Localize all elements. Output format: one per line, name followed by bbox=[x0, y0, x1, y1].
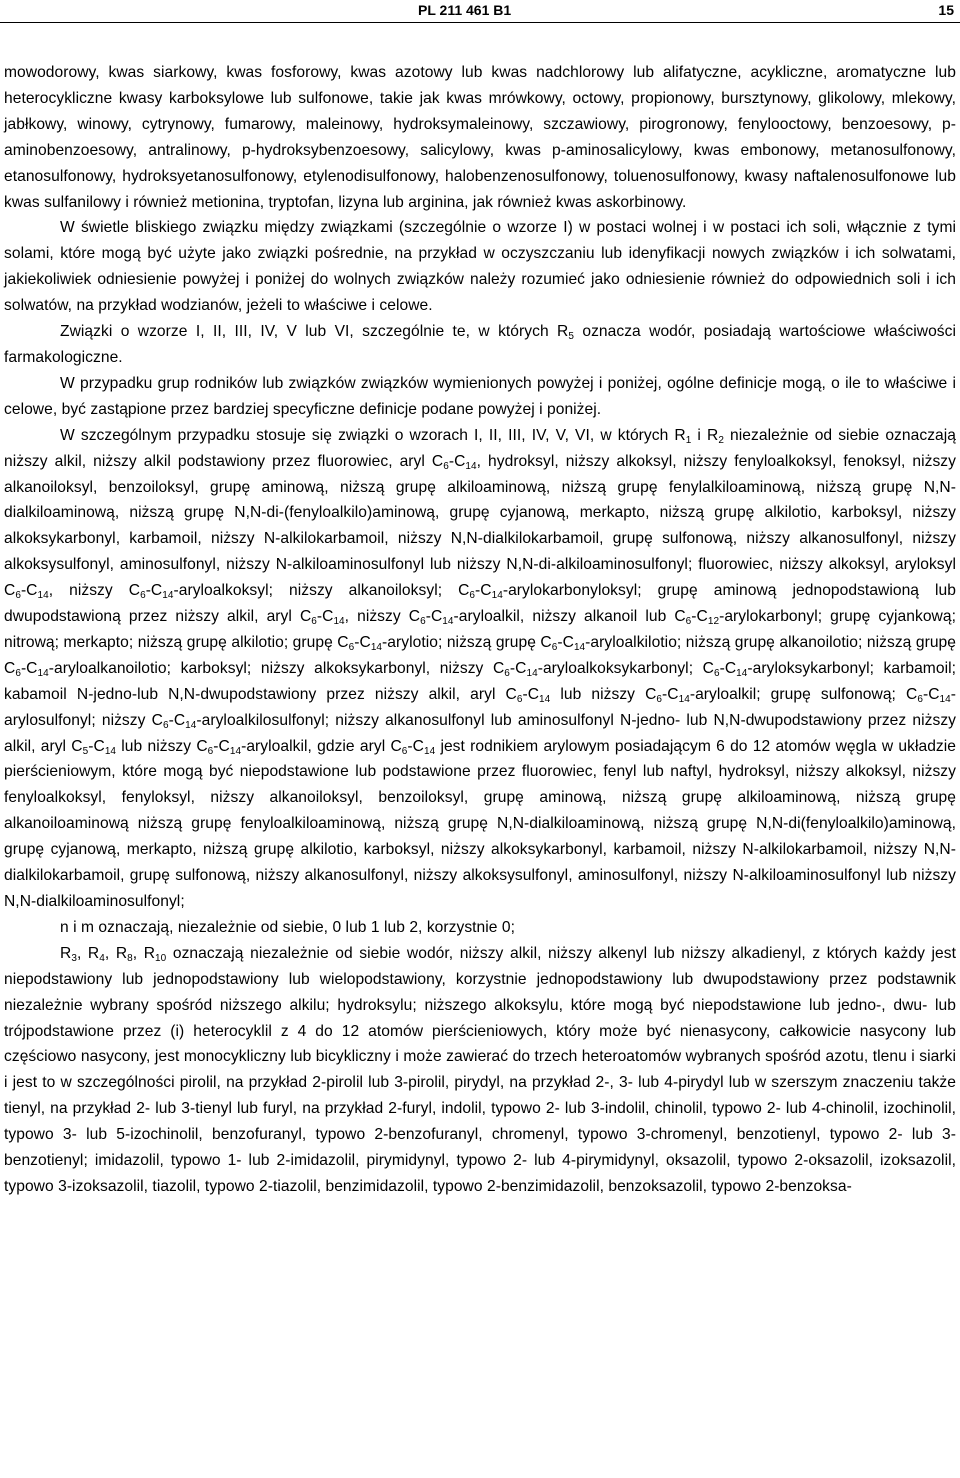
text-run: -C bbox=[316, 608, 334, 626]
text-run: W świetle bliskiego związku między związkami (szczególnie o wzorze I) w postaci wolnej i w postaci ich soli, włącznie z tymi solami, które mogą być użyte jako związki pośrednie, na przykład w oczyszczaniu lub idenyfikacji nowych związków i ich solwatami, jakiekoliwiek odniesienie powyżej i poniżej do wolnych związków należy rozumieć jako odniesienie również do odpowiednich soli i ich solwatów, na przykład wodzianów, jeżeli to właściwe i celowe. bbox=[4, 219, 956, 315]
subscript: 6 bbox=[420, 616, 426, 628]
subscript: 14 bbox=[104, 745, 117, 757]
subscript: 14 bbox=[442, 616, 454, 628]
subscript: 6 bbox=[162, 719, 169, 731]
subscript: 1 bbox=[685, 434, 692, 446]
text-run: -C bbox=[557, 633, 574, 651]
subscript: 6 bbox=[15, 667, 21, 679]
text-run: -C bbox=[509, 659, 527, 677]
text-run: -aryloalkil; grupę sulfonową; C bbox=[689, 685, 918, 703]
text-run: -aryloalkil, niższy alkanoil lub C bbox=[453, 608, 686, 626]
text-run: -arylokarbonyl; grupę cyjankową; nitrową; merkapto; niższą grupę alkilotio; grupę C bbox=[4, 608, 956, 651]
text-run: -arylokarbonyloksyl; grupę aminową jednopodstawioną lub dwupodstawioną przez niższy alkil, aryl C bbox=[4, 582, 956, 626]
text-run: , niższy C bbox=[344, 608, 421, 626]
text-run: lub niższy C bbox=[116, 737, 208, 755]
subscript: 14 bbox=[491, 590, 503, 602]
subscript: 14 bbox=[423, 745, 436, 757]
subscript: 6 bbox=[551, 641, 558, 653]
subscript: 5 bbox=[568, 331, 574, 343]
text-run: -C bbox=[20, 582, 38, 600]
text-run: -aryloalkanoilotio; karboksyl; niższy alkoksykarbonyl, niższy C bbox=[48, 659, 505, 677]
subscript: 14 bbox=[162, 590, 174, 602]
text-run: -C bbox=[88, 737, 105, 755]
paragraph bbox=[4, 915, 956, 941]
subscript: 14 bbox=[939, 693, 951, 705]
paragraph bbox=[4, 371, 956, 423]
text-run: -aryloalkil, gdzie aryl C bbox=[241, 737, 402, 755]
paragraph bbox=[4, 215, 956, 319]
text-run: , R bbox=[76, 944, 100, 962]
text-run: mowodorowy, kwas siarkowy, kwas fosforowy, kwas azotowy lub kwas nadchlorowy lub alifatyczne, acykliczne, aromatyczne lub heterocykliczne kwasy karboksylowe lub sulfonowe, takie jak kwas mrówkowy, octowy, propionowy, bursztynowy, glikolowy, mlekowy, jabłkowy, winowy, cytrynowy, fumarowy, maleinowy, hydroksymaleinowy, szczawiowy, pirogronowy, fenylooctowy, benzoesowy, p-aminobenzoesowy, antralinowy, p-hydroksybenzoesowy, salicylowy, kwas p-aminosalicylowy, kwas embonowy, metanosulfonowy, etanosulfonowy, hydroksyetanosulfonowy, etylenodisulfonowy, halobenzenosulfonowy, toluenosulfonowy, kwasy naftalenosulfonowe lub kwas sulfanilowy i również metionina, tryptofan, lizyna lub arginina, jak również kwas askorbinowy. bbox=[4, 64, 956, 211]
text-run: -C bbox=[475, 582, 492, 600]
subscript: 14 bbox=[736, 667, 748, 679]
text-run: jest rodnikiem arylowym posiadającym 6 do 12 atomów węgla w układzie pierścieniowym, które mogą być niepodstawione lub podstawione przez fluorowiec, fenyl lub naftyl, hydroksyl, niższy alkoksyl, niższy fenyloalkoksyl, fenyloksyl, niższy alkanoiloksyl, benzoiloksyl, grupę aminową, niższą grupę alkiloaminową, niższą grupę alkanoiloaminową niższą grupę fenyloalkiloaminową, niższą grupę N,N-dialkiloaminową, niższą grupę N,N-di(fenyloalkilo)aminową, grupę cyjanową, merkapto, niższą grupę alkilotio, karboksyl, niższy alkoksykarbonyl, karbamoil, niższy N-alkilokarbamoil, niższy N,N-dialkilokarbamoil, grupę sulfonową, niższy alkanosulfonyl, niższy alkoksysulfonyl, aminosulfonyl, niższy N-alkiloaminosulfonyl lub niższy N,N-dialkiloaminosulfonyl; bbox=[4, 737, 956, 910]
text-run: -C bbox=[448, 452, 466, 470]
subscript: 14 bbox=[370, 641, 383, 653]
text-run: -C bbox=[719, 659, 737, 677]
subscript: 12 bbox=[707, 616, 720, 628]
text-run: -C bbox=[662, 685, 679, 703]
subscript: 6 bbox=[685, 616, 692, 628]
subscript: 6 bbox=[516, 693, 523, 705]
text-run: -aryloalkoksyl; niższy alkanoiloksyl; C bbox=[173, 582, 470, 600]
text-run: -C bbox=[922, 685, 940, 703]
text-run: , R bbox=[104, 944, 128, 962]
subscript: 6 bbox=[656, 693, 663, 705]
page-number: 15 bbox=[938, 2, 954, 18]
subscript: 5 bbox=[82, 745, 89, 757]
subscript: 6 bbox=[713, 667, 720, 679]
subscript: 6 bbox=[443, 460, 449, 472]
text-run: niezależnie od siebie oznaczają niższy alkil, niższy alkil podstawiony przez fluorowiec, aryl C bbox=[4, 426, 957, 470]
subscript: 6 bbox=[15, 590, 21, 602]
page-header bbox=[0, 0, 960, 24]
text-run: oznacza wodór, posiadają wartościowe właściwości farmakologiczne. bbox=[4, 323, 956, 366]
text-run: -C bbox=[145, 582, 163, 600]
subscript: 14 bbox=[526, 667, 538, 679]
text-run: -C bbox=[354, 633, 371, 651]
subscript: 3 bbox=[71, 952, 77, 964]
text-run: lub niższy C bbox=[550, 685, 657, 703]
text-run: -C bbox=[407, 737, 424, 755]
text-run: , niższy C bbox=[48, 582, 141, 600]
text-run: , hydroksyl, niższy alkoksyl, niższy fenyloalkoksyl, fenoksyl, niższy alkanoiloksyl, benzoiloksyl, grupę aminową, niższą grupę alkiloaminową, niższą grupę fenylalkiloaminową, niższą grupę N,N-dialkiloaminową, niższą grupę N,N-di-(fenyloalkilo)aminową, grupę cyjanową, merkapto, niższą grupę alkilotio, karboksyl, niższy alkoksykarbonyl, karbamoil, niższy N-alkilokarbamoil, niższy N,N-dialkilokarbamoil, grupę sulfonową, niższy alkanosulfonyl, niższy alkoksysulfonyl, aminosulfonyl, niższy N-alkiloaminosulfonyl lub niższy N,N-di-alkiloaminosulfonyl; fluorowiec, niższy alkoksyl, aryloksyl C bbox=[4, 452, 956, 600]
subscript: 14 bbox=[229, 745, 242, 757]
subscript: 6 bbox=[311, 616, 317, 628]
subscript: 14 bbox=[539, 693, 551, 705]
paragraph bbox=[4, 319, 956, 371]
subscript: 4 bbox=[99, 952, 105, 964]
paragraph bbox=[4, 941, 956, 1200]
text-run: -aryloksykarbonyl; karbamoil; kabamoil N-jedno-lub N,N-dwupodstawiony przez niższy alkil, aryl C bbox=[4, 659, 956, 703]
patent-number: PL 211 461 B1 bbox=[418, 2, 512, 18]
subscript: 6 bbox=[401, 745, 408, 757]
subscript: 14 bbox=[37, 667, 49, 679]
text-run: -C bbox=[522, 685, 540, 703]
text-run: , R bbox=[132, 944, 156, 962]
text-run: -C bbox=[20, 659, 38, 677]
subscript: 14 bbox=[678, 693, 690, 705]
text-run: -aryloalkilotio; niższą grupę alkanoilotio; niższą grupę C bbox=[4, 633, 957, 677]
text-run: oznaczają niezależnie od siebie wodór, niższy alkil, niższy alkenyl lub niższy alkadienyl, z których każdy jest niepodstawiony lub jednopodstawiony lub wielopodstawiony, korzystnie jednopodstawiony lub dwupodstawiony przez podstawnik niezależnie wybrany spośród niższego alkilu; hydroksylu; niższego alkoksylu, które mogą być niepodstawione lub jedno-, dwu- lub trójpodstawione przez (i) heterocyklil z 4 do 12 atomów pierścieniowych, który może być nienasycony, całkowicie nasycony lub częściowo nasycony, jest monocykliczny lub bicykliczny i może zawierać do trzech heteroatomów wybranych spośród azotu, tlenu i siarki i jest to w szczególności pirolil, na przykład 2-pirolil lub 3-pirolil, pirydyl, na przykład 2-, 3- lub 4-pirydyl lub w szerszym znaczeniu także tienyl, na przykład 2- lub 3-tienyl lub furyl, na przykład 2-furyl, indolil, typowo 2- lub 3-indolil, chinolil, typowo 2- lub 4-chinolil, izochinolil, typowo 3- lub 5-izochinolil, benzofuranyl, typowo 2-benzofuranyl, chromenyl, typowo 3-chromenyl, benzotienyl, typowo 2- lub 3-benzotienyl; imidazolil, typowo 1- lub 2-imidazolil, pirymidynyl, typowo 2- lub 4-pirymidynyl, oksazolil, typowo 2-oksazolil, izoksazolil, typowo 3-izoksazolil, tiazolil, typowo 2-tiazolil, benzimidazolil, typowo 2-benzimidazolil, benzoksazolil, typowo 2-benzoksa- bbox=[4, 944, 956, 1195]
text-run: W szczególnym przypadku stosuje się związki o wzorach I, II, III, IV, V, VI, w których R bbox=[60, 426, 686, 444]
text-run: W przypadku grup rodników lub związków związków wymienionych powyżej i poniżej, ogólne definicje mogą, o ile to właściwe i celowe, być zastąpione przez bardziej specyficzne definicje podane powyżej i poniżej. bbox=[4, 374, 956, 418]
subscript: 10 bbox=[155, 952, 167, 964]
subscript: 6 bbox=[469, 590, 476, 602]
subscript: 6 bbox=[140, 590, 146, 602]
subscript: 2 bbox=[718, 434, 724, 446]
subscript: 6 bbox=[348, 641, 355, 653]
subscript: 14 bbox=[333, 616, 345, 628]
header-rule bbox=[0, 22, 960, 23]
subscript: 14 bbox=[37, 590, 49, 602]
text-run: i R bbox=[691, 426, 719, 444]
text-run: Związki o wzorze I, II, III, IV, V lub VI, szczególnie te, w których R bbox=[60, 323, 569, 341]
text-run: -C bbox=[691, 608, 708, 626]
subscript: 6 bbox=[917, 693, 923, 705]
subscript: 14 bbox=[573, 641, 586, 653]
text-run: -arylotio; niższą grupę C bbox=[382, 633, 552, 651]
subscript: 6 bbox=[207, 745, 214, 757]
text-run: -aryloalkoksykarbonyl; C bbox=[537, 659, 714, 677]
subscript: 8 bbox=[127, 952, 133, 964]
subscript: 14 bbox=[465, 460, 477, 472]
text-run: -arylosulfonyl; niższy C bbox=[4, 685, 956, 729]
body-text bbox=[4, 60, 956, 1200]
text-run: -C bbox=[168, 711, 186, 729]
paragraph bbox=[4, 60, 956, 215]
text-run: -aryloalkilosulfonyl; niższy alkanosulfonyl lub aminosulfonyl N-jedno- lub N,N-dwupodstawiony przez niższy alkil, aryl C bbox=[4, 711, 957, 755]
text-run: -C bbox=[425, 608, 443, 626]
text-run: -C bbox=[213, 737, 230, 755]
subscript: 14 bbox=[185, 719, 197, 731]
text-run: n i m oznaczają, niezależnie od siebie, 0 lub 1 lub 2, korzystnie 0; bbox=[60, 918, 516, 936]
paragraph bbox=[4, 423, 956, 915]
text-run: R bbox=[60, 944, 72, 962]
subscript: 6 bbox=[504, 667, 510, 679]
